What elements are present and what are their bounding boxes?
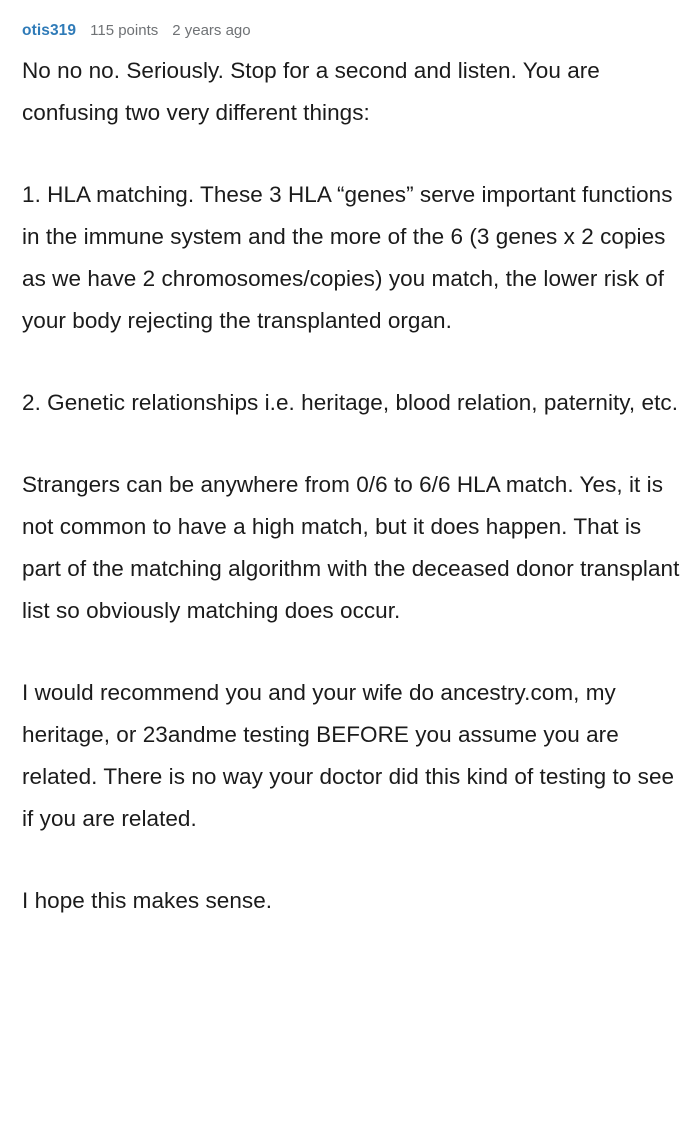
comment-body — [22, 50, 680, 922]
comment-paragraph: 2. Genetic relationships i.e. heritage, blood relation, paternity, etc. — [22, 390, 679, 415]
comment-timestamp: 2 years ago — [172, 22, 251, 39]
comment-meta — [22, 22, 680, 40]
comment-score: 115 points — [90, 22, 159, 39]
comment-paragraph: I hope this makes sense. — [22, 888, 273, 913]
comment-paragraph: No no no. Seriously. Stop for a second and listen. You are confusing two very different things: — [22, 58, 600, 125]
comment-paragraph: 1. HLA matching. These 3 HLA “genes” serve important functions in the immune system and the more of the 6 (3 genes x 2 copies as we have 2 chromosomes/copies) you match, the lower risk of your body rejecting the transplanted organ. — [22, 182, 673, 333]
comment-author-link[interactable]: otis319 — [22, 22, 77, 39]
comment-paragraph: I would recommend you and your wife do ancestry.com, my heritage, or 23andme testing BEFORE you assume you are related. There is no way your doctor did this kind of testing to see if you are related. — [22, 680, 675, 831]
comment-paragraph: Strangers can be anywhere from 0/6 to 6/6 HLA match. Yes, it is not common to have a high match, but it does happen. That is part of the matching algorithm with the deceased donor transplant list so obviously matching does occur. — [22, 472, 680, 623]
